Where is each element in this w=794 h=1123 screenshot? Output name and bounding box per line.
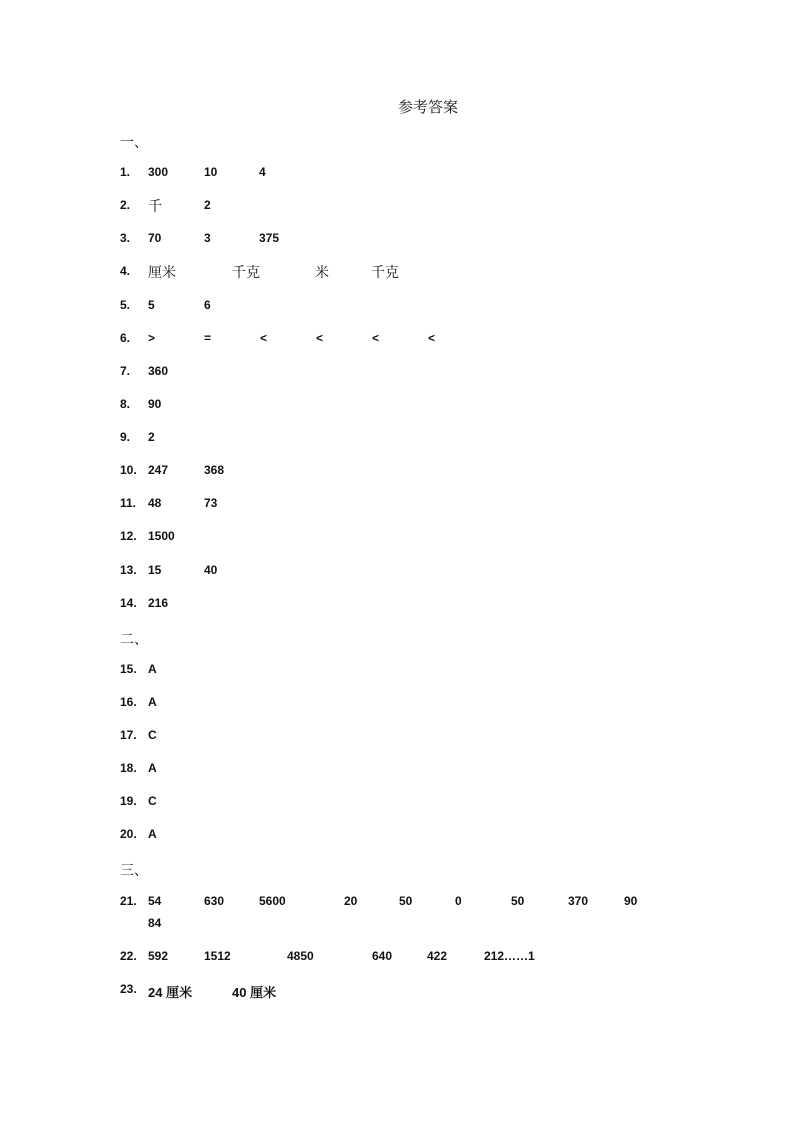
- answer-value: 70: [148, 231, 162, 245]
- question-number: 18.: [120, 761, 137, 775]
- answer-value: C: [148, 794, 157, 808]
- answer-value: 千克: [371, 264, 399, 280]
- answer-value: 2: [148, 430, 155, 444]
- question-number: 1.: [120, 165, 131, 179]
- question-number: 2.: [120, 198, 131, 212]
- question-number: 13.: [120, 563, 137, 577]
- answer-value: 厘米: [148, 264, 176, 280]
- answer-value: 1500: [148, 529, 175, 543]
- answer-value: 24 厘米: [148, 985, 193, 1000]
- answer-value: 3: [204, 231, 211, 245]
- answer-value: 40 厘米: [232, 985, 277, 1000]
- answer-value: 2: [204, 198, 211, 212]
- answer-value: 212……1: [484, 949, 535, 963]
- answer-value: <: [260, 331, 268, 345]
- question-number: 16.: [120, 695, 137, 709]
- answer-value: 4850: [287, 949, 314, 963]
- answer-value: 54: [148, 894, 162, 908]
- answer-value: A: [148, 827, 157, 841]
- question-number: 20.: [120, 827, 137, 841]
- answer-value: 360: [148, 364, 169, 378]
- answer-value: 84: [148, 916, 162, 930]
- answer-value: 4: [259, 165, 266, 179]
- question-number: 8.: [120, 397, 131, 411]
- answer-value: 20: [344, 894, 358, 908]
- question-number: 5.: [120, 298, 131, 312]
- answer-value: <: [316, 331, 324, 345]
- answer-value: 15: [148, 563, 162, 577]
- question-number: 21.: [120, 894, 137, 908]
- question-number: 22.: [120, 949, 137, 963]
- answer-value: 592: [148, 949, 169, 963]
- answer-value: 73: [204, 496, 218, 510]
- section-heading-3: 三、: [120, 862, 148, 878]
- answer-value: 6: [204, 298, 211, 312]
- answer-value: 375: [259, 231, 280, 245]
- answer-value: A: [148, 761, 157, 775]
- question-number: 9.: [120, 430, 131, 444]
- answer-value: 247: [148, 463, 169, 477]
- answer-value: 千: [148, 198, 162, 214]
- question-number: 19.: [120, 794, 137, 808]
- answer-value: 630: [204, 894, 225, 908]
- answer-value: A: [148, 662, 157, 676]
- question-number: 15.: [120, 662, 137, 676]
- answer-value: 5: [148, 298, 155, 312]
- answer-value: 50: [399, 894, 413, 908]
- answer-value: 368: [204, 463, 225, 477]
- answer-value: 90: [148, 397, 162, 411]
- answer-value: <: [428, 331, 436, 345]
- answer-value: 50: [511, 894, 525, 908]
- answer-value: 216: [148, 596, 169, 610]
- question-number: 10.: [120, 463, 137, 477]
- question-number: 3.: [120, 231, 131, 245]
- answer-value: A: [148, 695, 157, 709]
- question-number: 11.: [120, 496, 137, 510]
- question-number: 14.: [120, 596, 137, 610]
- question-number: 4.: [120, 264, 131, 278]
- question-number: 12.: [120, 529, 137, 543]
- answer-value: 422: [427, 949, 448, 963]
- answer-value: 1512: [204, 949, 231, 963]
- answer-value: >: [148, 331, 156, 345]
- answer-value: 40: [204, 563, 218, 577]
- answer-value: 10: [204, 165, 218, 179]
- answer-value: 0: [455, 894, 462, 908]
- answer-value: 300: [148, 165, 169, 179]
- section-heading-2: 二、: [120, 631, 148, 647]
- answer-value: 千克: [232, 264, 260, 280]
- answer-value: <: [372, 331, 380, 345]
- answer-value: 米: [315, 264, 329, 280]
- question-number: 23.: [120, 982, 137, 996]
- answer-value: 48: [148, 496, 162, 510]
- question-number: 17.: [120, 728, 137, 742]
- answer-value: 90: [624, 894, 638, 908]
- answer-value: 370: [568, 894, 589, 908]
- section-heading-1: 一、: [120, 134, 148, 150]
- answer-value: =: [204, 331, 212, 345]
- answer-value: 640: [372, 949, 393, 963]
- page-title: 参考答案: [397, 99, 458, 116]
- answer-value: C: [148, 728, 157, 742]
- answer-value: 5600: [259, 894, 286, 908]
- question-number: 7.: [120, 364, 131, 378]
- question-number: 6.: [120, 331, 131, 345]
